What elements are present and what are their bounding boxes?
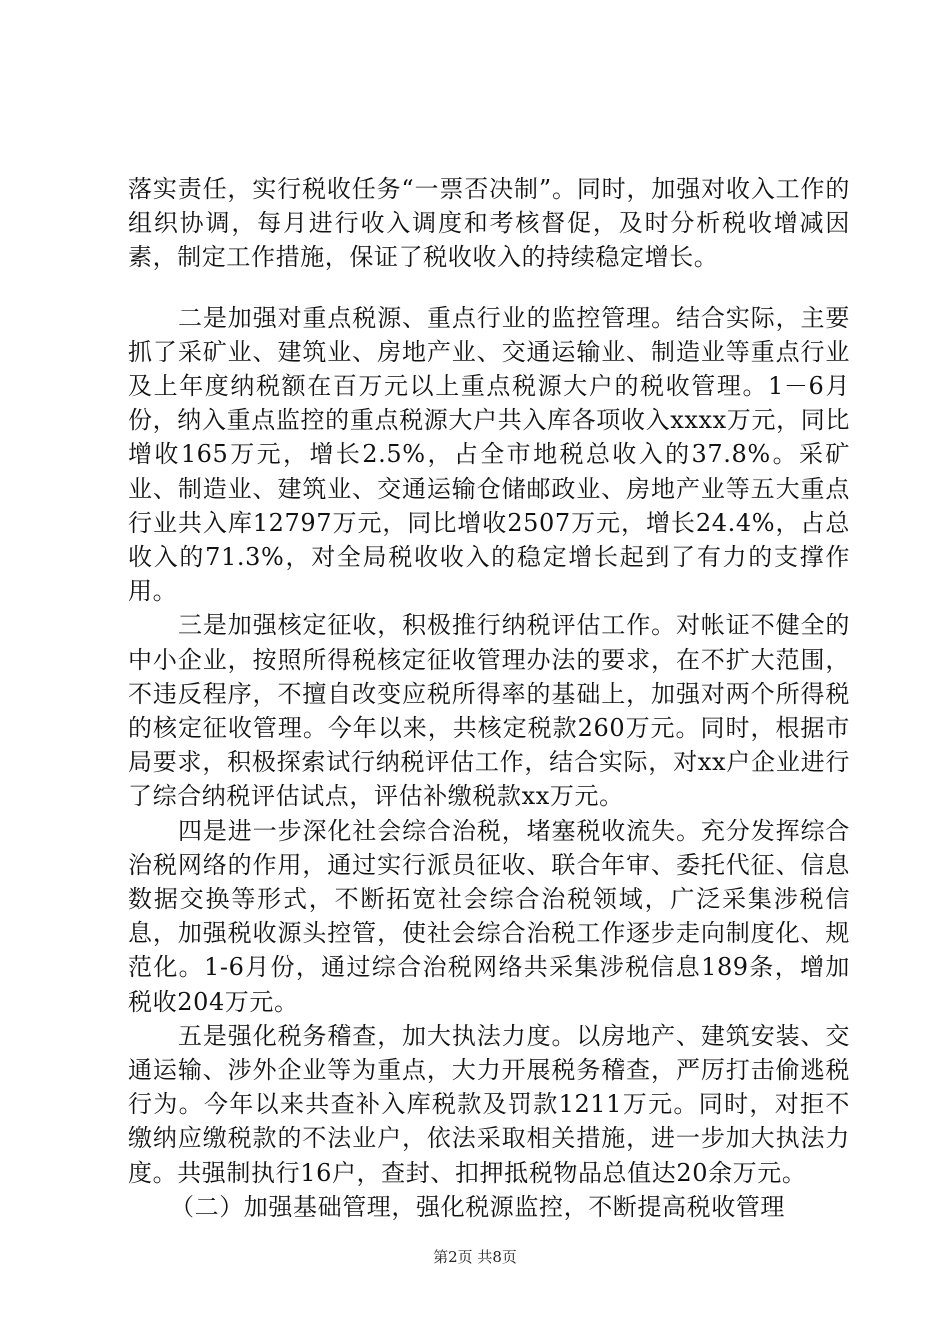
paragraph-tax-inspection: 五是强化税务稽查，加大执法力度。以房地产、建筑安装、交通运输、涉外企业等为重点，大力开展税务稽查，严厉打击偷逃税行为。今年以来共查补入库税款及罚款1211万元。同时，对拒不缴纳应缴税款的不法业户，依法采取相关措施，进一步加大执法力度。共强制执行16户，查封、扣押抵税物品总值达20余万元。 [128,1021,850,1187]
page-number-footer: 第2页 共8页 [433,1248,517,1266]
document-body [128,172,850,1224]
paragraph-key-tax-sources: 二是加强对重点税源、重点行业的监控管理。结合实际，主要抓了采矿业、建筑业、房地产业、交通运输业、制造业等重点行业及上年度纳税额在百万元以上重点税源大户的税收管理。1－6月份，纳入重点监控的重点税源大户共入库各项收入xxxx万元，同比增收165万元，增长2.5%，占全市地税总收入的37.8%。采矿业、制造业、建筑业、交通运输仓储邮政业、房地产业等五大重点行业共入库12797万元，同比增收2507万元，增长24.4%，占总收入的71.3%，对全局税收收入的稳定增长起到了有力的支撑作用。 [128,303,850,606]
section-heading-basic-management: （二）加强基础管理，强化税源监控，不断提高税收管理 [170,1192,785,1221]
paragraph-assessed-collection: 三是加强核定征收，积极推行纳税评估工作。对帐证不健全的中小企业，按照所得税核定征收管理办法的要求，在不扩大范围，不违反程序，不擅自改变应税所得率的基础上，加强对两个所得税的核定征收管理。今年以来，共核定税款260万元。同时，根据市局要求，积极探索试行纳税评估工作，结合实际，对xx户企业进行了综合纳税评估试点，评估补缴税款xx万元。 [128,611,850,811]
paragraph-comprehensive-governance: 四是进一步深化社会综合治税，堵塞税收流失。充分发挥综合治税网络的作用，通过实行派员征收、联合年审、委托代征、信息数据交换等形式，不断拓宽社会综合治税领域，广泛采集涉税信息，加强税收源头控管，使社会综合治税工作逐步走向制度化、规范化。1-6月份，通过综合治税网络共采集涉税信息189条，增加税收204万元。 [128,816,850,1016]
paragraph-continuation: 落实责任，实行税收任务“一票否决制”。同时，加强对收入工作的组织协调，每月进行收入调度和考核督促，及时分析税收增减因素，制定工作措施，保证了税收收入的持续稳定增长。 [128,175,850,272]
